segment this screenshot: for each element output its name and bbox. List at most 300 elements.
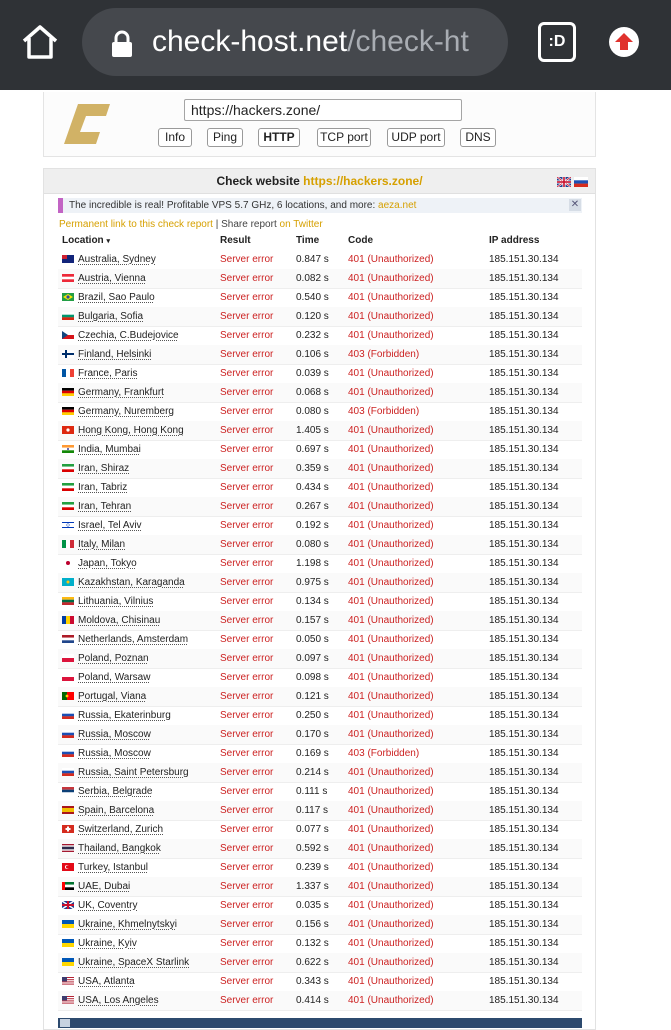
checked-website-link[interactable]: https://hackers.zone/: [303, 174, 423, 188]
row-location-link[interactable]: Russia, Ekaterinburg: [78, 710, 171, 721]
row-ip: 185.151.30.134: [489, 691, 559, 702]
table-row: [58, 497, 582, 517]
row-code: 401 (Unauthorized): [348, 425, 434, 436]
row-time: 0.106 s: [296, 349, 329, 360]
address-url: check-host.net/check-ht: [152, 25, 469, 58]
lock-icon: [110, 30, 134, 58]
row-result: Server error: [220, 273, 274, 284]
table-row: [58, 611, 582, 631]
row-location-link[interactable]: Ukraine, Kyiv: [78, 938, 137, 949]
row-location-link[interactable]: Russia, Moscow: [78, 729, 151, 740]
country-flag-icon: [62, 654, 74, 662]
table-row: [58, 877, 582, 897]
row-result: Server error: [220, 501, 274, 512]
row-ip: 185.151.30.134: [489, 615, 559, 626]
row-result: Server error: [220, 919, 274, 930]
row-time: 0.077 s: [296, 824, 329, 835]
country-flag-icon: [62, 996, 74, 1004]
row-time: 0.098 s: [296, 672, 329, 683]
country-flag-icon: [62, 673, 74, 681]
row-code: 401 (Unauthorized): [348, 862, 434, 873]
row-time: 0.592 s: [296, 843, 329, 854]
tab-http[interactable]: HTTP: [258, 128, 300, 147]
row-result: Server error: [220, 995, 274, 1006]
row-ip: 185.151.30.134: [489, 881, 559, 892]
country-flag-icon: [62, 350, 74, 358]
row-time: 0.697 s: [296, 444, 329, 455]
row-time: 0.120 s: [296, 311, 329, 322]
row-location-link[interactable]: Serbia, Belgrade: [78, 786, 153, 797]
site-header: [43, 92, 596, 157]
country-flag-icon: [62, 844, 74, 852]
row-code: 401 (Unauthorized): [348, 653, 434, 664]
row-result: Server error: [220, 862, 274, 873]
row-time: 0.192 s: [296, 520, 329, 531]
row-code: 401 (Unauthorized): [348, 824, 434, 835]
permanent-link[interactable]: Permanent link to this check report: [59, 219, 213, 230]
table-row: [58, 364, 582, 384]
row-ip: 185.151.30.134: [489, 482, 559, 493]
table-row: [58, 858, 582, 878]
row-time: 0.343 s: [296, 976, 329, 987]
row-result: Server error: [220, 729, 274, 740]
country-flag-icon: [62, 578, 74, 586]
update-arrow-icon[interactable]: [608, 26, 640, 58]
tab-info[interactable]: Info: [158, 128, 192, 147]
column-header-code: Code: [348, 235, 373, 246]
browser-toolbar: [0, 0, 671, 90]
row-time: 1.337 s: [296, 881, 329, 892]
table-row: [58, 839, 582, 859]
country-flag-icon: [62, 616, 74, 624]
row-ip: 185.151.30.134: [489, 919, 559, 930]
table-row: [58, 706, 582, 726]
row-code: 401 (Unauthorized): [348, 368, 434, 379]
row-code: 401 (Unauthorized): [348, 254, 434, 265]
row-time: 0.414 s: [296, 995, 329, 1006]
row-location-link[interactable]: Poland, Warsaw: [78, 672, 151, 683]
row-location-link[interactable]: Finland, Helsinki: [78, 349, 152, 360]
panel-header: [44, 169, 595, 194]
row-code: 401 (Unauthorized): [348, 786, 434, 797]
row-result: Server error: [220, 311, 274, 322]
row-location-link[interactable]: Austria, Vienna: [78, 273, 146, 284]
table-row: [58, 820, 582, 840]
row-location-link[interactable]: Bulgaria, Sofia: [78, 311, 144, 322]
country-flag-icon: [62, 521, 74, 529]
table-row: [58, 440, 582, 460]
row-location-link[interactable]: France, Paris: [78, 368, 138, 379]
row-result: Server error: [220, 805, 274, 816]
row-ip: 185.151.30.134: [489, 710, 559, 721]
table-row: [58, 459, 582, 479]
row-result: Server error: [220, 558, 274, 569]
row-result: Server error: [220, 425, 274, 436]
table-row: [58, 307, 582, 327]
row-result: Server error: [220, 957, 274, 968]
row-ip: 185.151.30.134: [489, 311, 559, 322]
row-result: Server error: [220, 634, 274, 645]
row-result: Server error: [220, 330, 274, 341]
row-result: Server error: [220, 596, 274, 607]
column-header-result: Result: [220, 235, 251, 246]
row-time: 0.267 s: [296, 501, 329, 512]
row-ip: 185.151.30.134: [489, 463, 559, 474]
row-time: 0.156 s: [296, 919, 329, 930]
row-ip: 185.151.30.134: [489, 596, 559, 607]
row-result: Server error: [220, 710, 274, 721]
ad-link[interactable]: aeza.net: [378, 200, 417, 211]
table-row: [58, 535, 582, 555]
row-ip: 185.151.30.134: [489, 406, 559, 417]
row-time: 0.540 s: [296, 292, 329, 303]
row-ip: 185.151.30.134: [489, 976, 559, 987]
row-result: Server error: [220, 577, 274, 588]
table-row: [58, 288, 582, 308]
country-flag-icon: [62, 977, 74, 985]
row-result: Server error: [220, 482, 274, 493]
table-row: [58, 896, 582, 916]
country-flag-icon: [62, 635, 74, 643]
row-time: 1.405 s: [296, 425, 329, 436]
row-code: 403 (Forbidden): [348, 406, 420, 417]
tab-tcp-port[interactable]: TCP port: [317, 128, 371, 147]
report-links: Permanent link to this check report | Share report on Twitter: [59, 219, 323, 230]
row-code: 401 (Unauthorized): [348, 881, 434, 892]
row-time: 0.111 s: [296, 786, 328, 797]
row-code: 401 (Unauthorized): [348, 520, 434, 531]
row-code: 401 (Unauthorized): [348, 672, 434, 683]
russian-flag-icon[interactable]: [574, 177, 588, 187]
row-result: Server error: [220, 767, 274, 778]
row-ip: 185.151.30.134: [489, 330, 559, 341]
row-result: Server error: [220, 976, 274, 987]
table-row: [58, 250, 582, 270]
row-result: Server error: [220, 539, 274, 550]
row-code: 401 (Unauthorized): [348, 463, 434, 474]
english-flag-icon[interactable]: [557, 177, 571, 187]
country-flag-icon: [62, 768, 74, 776]
row-code: 401 (Unauthorized): [348, 596, 434, 607]
row-code: 401 (Unauthorized): [348, 558, 434, 569]
share-twitter-link[interactable]: on Twitter: [279, 219, 323, 230]
table-row: [58, 630, 582, 650]
row-code: 401 (Unauthorized): [348, 577, 434, 588]
table-row: [58, 915, 582, 935]
row-time: 0.170 s: [296, 729, 329, 740]
table-row: [58, 345, 582, 365]
row-time: 0.847 s: [296, 254, 329, 265]
row-result: Server error: [220, 444, 274, 455]
country-flag-icon: [62, 920, 74, 928]
row-location-link[interactable]: India, Mumbai: [78, 444, 141, 455]
table-row: [58, 687, 582, 707]
country-flag-icon: [62, 559, 74, 567]
row-location-link[interactable]: Russia, Saint Petersburg: [78, 767, 189, 778]
row-result: Server error: [220, 881, 274, 892]
table-row: [58, 269, 582, 289]
row-location-link[interactable]: Turkey, Istanbul: [78, 862, 149, 873]
row-time: 0.080 s: [296, 539, 329, 550]
table-row: [58, 763, 582, 783]
row-ip: 185.151.30.134: [489, 729, 559, 740]
row-result: Server error: [220, 786, 274, 797]
country-flag-icon: [62, 730, 74, 738]
row-result: Server error: [220, 254, 274, 265]
column-header-ip: IP address: [489, 235, 540, 246]
row-time: 0.975 s: [296, 577, 329, 588]
row-result: Server error: [220, 691, 274, 702]
row-ip: 185.151.30.134: [489, 444, 559, 455]
row-result: Server error: [220, 387, 274, 398]
row-location-link[interactable]: Iran, Tehran: [78, 501, 132, 512]
table-row: [58, 782, 582, 802]
country-flag-icon: [62, 749, 74, 757]
row-ip: 185.151.30.134: [489, 653, 559, 664]
row-code: 401 (Unauthorized): [348, 976, 434, 987]
row-time: 0.250 s: [296, 710, 329, 721]
row-location-link[interactable]: Lithuania, Vilnius: [78, 596, 154, 607]
row-location-link[interactable]: Iran, Shiraz: [78, 463, 130, 474]
row-ip: 185.151.30.134: [489, 501, 559, 512]
row-ip: 185.151.30.134: [489, 805, 559, 816]
row-location-link[interactable]: UK, Coventry: [78, 900, 138, 911]
row-location-link[interactable]: Japan, Tokyo: [78, 558, 137, 569]
row-ip: 185.151.30.134: [489, 425, 559, 436]
row-time: 0.132 s: [296, 938, 329, 949]
row-code: 401 (Unauthorized): [348, 311, 434, 322]
row-code: 401 (Unauthorized): [348, 805, 434, 816]
ad-close-button[interactable]: ✕: [570, 199, 580, 210]
table-row: [58, 554, 582, 574]
country-flag-icon: [62, 692, 74, 700]
home-icon[interactable]: [18, 20, 62, 64]
address-bar[interactable]: [82, 8, 508, 76]
row-location-link[interactable]: UAE, Dubai: [78, 881, 131, 892]
table-row: [58, 383, 582, 403]
host-input[interactable]: https://hackers.zone/: [184, 99, 462, 121]
row-location-link[interactable]: Moldova, Chisinau: [78, 615, 161, 626]
row-ip: 185.151.30.134: [489, 767, 559, 778]
row-time: 0.169 s: [296, 748, 329, 759]
row-location-link[interactable]: Switzerland, Zurich: [78, 824, 164, 835]
country-flag-icon: [62, 312, 74, 320]
table-row: [58, 478, 582, 498]
country-flag-icon: [62, 825, 74, 833]
country-flag-icon: [62, 369, 74, 377]
row-result: Server error: [220, 292, 274, 303]
row-result: Server error: [220, 748, 274, 759]
row-location-link[interactable]: Portugal, Viana: [78, 691, 147, 702]
row-ip: 185.151.30.134: [489, 995, 559, 1006]
row-result: Server error: [220, 843, 274, 854]
row-time: 0.121 s: [296, 691, 329, 702]
check-host-logo-icon[interactable]: [64, 102, 110, 146]
row-time: 0.050 s: [296, 634, 329, 645]
row-location-link[interactable]: Brazil, Sao Paulo: [78, 292, 155, 303]
row-location-link[interactable]: Ukraine, Khmelnytskyi: [78, 919, 177, 930]
country-flag-icon: [62, 540, 74, 548]
country-flag-icon: [62, 787, 74, 795]
row-result: Server error: [220, 463, 274, 474]
row-location-link[interactable]: Thailand, Bangkok: [78, 843, 161, 854]
row-location-link[interactable]: Spain, Barcelona: [78, 805, 155, 816]
row-location-link[interactable]: Israel, Tel Aviv: [78, 520, 142, 531]
row-code: 401 (Unauthorized): [348, 938, 434, 949]
row-code: 401 (Unauthorized): [348, 843, 434, 854]
row-time: 0.434 s: [296, 482, 329, 493]
check-result-panel: [43, 168, 596, 1030]
row-time: 0.080 s: [296, 406, 329, 417]
row-time: 0.068 s: [296, 387, 329, 398]
row-code: 401 (Unauthorized): [348, 501, 434, 512]
row-location-link[interactable]: Russia, Moscow: [78, 748, 151, 759]
row-ip: 185.151.30.134: [489, 387, 559, 398]
row-location-link[interactable]: Poland, Poznan: [78, 653, 149, 664]
country-flag-icon: [62, 502, 74, 510]
map-strip: [58, 1018, 582, 1028]
row-code: 401 (Unauthorized): [348, 957, 434, 968]
row-code: 401 (Unauthorized): [348, 444, 434, 455]
row-result: Server error: [220, 672, 274, 683]
country-flag-icon: [62, 274, 74, 282]
tab-dns[interactable]: DNS: [460, 128, 496, 147]
row-time: 0.232 s: [296, 330, 329, 341]
row-ip: 185.151.30.134: [489, 349, 559, 360]
row-location-link[interactable]: Germany, Frankfurt: [78, 387, 164, 398]
table-row: [58, 801, 582, 821]
country-flag-icon: [62, 331, 74, 339]
row-result: Server error: [220, 349, 274, 360]
row-location-link[interactable]: Kazakhstan, Karaganda: [78, 577, 185, 588]
row-time: 0.359 s: [296, 463, 329, 474]
row-ip: 185.151.30.134: [489, 273, 559, 284]
table-row: [58, 725, 582, 745]
country-flag-icon: [62, 711, 74, 719]
country-flag-icon: [62, 901, 74, 909]
row-code: 401 (Unauthorized): [348, 691, 434, 702]
tab-switcher-button[interactable]: :D: [538, 22, 576, 62]
row-code: 401 (Unauthorized): [348, 273, 434, 284]
row-ip: 185.151.30.134: [489, 254, 559, 265]
row-result: Server error: [220, 653, 274, 664]
row-ip: 185.151.30.134: [489, 292, 559, 303]
row-code: 401 (Unauthorized): [348, 729, 434, 740]
row-code: 401 (Unauthorized): [348, 482, 434, 493]
row-result: Server error: [220, 520, 274, 531]
table-row: [58, 592, 582, 612]
row-code: 401 (Unauthorized): [348, 919, 434, 930]
row-time: 0.035 s: [296, 900, 329, 911]
row-result: Server error: [220, 406, 274, 417]
row-ip: 185.151.30.134: [489, 368, 559, 379]
row-time: 0.082 s: [296, 273, 329, 284]
table-row: [58, 421, 582, 441]
country-flag-icon: [62, 464, 74, 472]
row-time: 0.622 s: [296, 957, 329, 968]
row-code: 401 (Unauthorized): [348, 767, 434, 778]
row-location-link[interactable]: Germany, Nuremberg: [78, 406, 174, 417]
country-flag-icon: [62, 388, 74, 396]
row-time: 0.134 s: [296, 596, 329, 607]
row-location-link[interactable]: Iran, Tabriz: [78, 482, 128, 493]
row-ip: 185.151.30.134: [489, 786, 559, 797]
row-time: 0.117 s: [296, 805, 329, 816]
row-ip: 185.151.30.134: [489, 862, 559, 873]
row-time: 0.214 s: [296, 767, 329, 778]
country-flag-icon: [62, 806, 74, 814]
row-code: 403 (Forbidden): [348, 349, 420, 360]
country-flag-icon: [62, 407, 74, 415]
table-row: [58, 934, 582, 954]
country-flag-icon: [62, 293, 74, 301]
column-header-location[interactable]: Location ▾: [62, 235, 110, 246]
row-code: 403 (Forbidden): [348, 748, 420, 759]
row-code: 401 (Unauthorized): [348, 387, 434, 398]
table-row: [58, 326, 582, 346]
row-ip: 185.151.30.134: [489, 577, 559, 588]
row-location-link[interactable]: Italy, Milan: [78, 539, 126, 550]
country-flag-icon: [62, 863, 74, 871]
tab-ping[interactable]: Ping: [207, 128, 243, 147]
row-time: 0.239 s: [296, 862, 329, 873]
row-time: 1.198 s: [296, 558, 329, 569]
row-ip: 185.151.30.134: [489, 634, 559, 645]
table-row: [58, 402, 582, 422]
row-ip: 185.151.30.134: [489, 843, 559, 854]
country-flag-icon: [62, 255, 74, 263]
row-ip: 185.151.30.134: [489, 938, 559, 949]
row-location-link[interactable]: Hong Kong, Hong Kong: [78, 425, 184, 436]
row-result: Server error: [220, 824, 274, 835]
row-time: 0.039 s: [296, 368, 329, 379]
country-flag-icon: [62, 483, 74, 491]
table-row: [58, 991, 582, 1011]
column-header-time: Time: [296, 235, 320, 246]
row-location-link[interactable]: Ukraine, SpaceX Starlink: [78, 957, 190, 968]
row-code: 401 (Unauthorized): [348, 995, 434, 1006]
country-flag-icon: [62, 597, 74, 605]
ad-banner[interactable]: The incredible is real! Profitable VPS 5.7 GHz, 6 locations, and more: aeza.net: [58, 198, 582, 213]
row-code: 401 (Unauthorized): [348, 539, 434, 550]
row-location-link[interactable]: Netherlands, Amsterdam: [78, 634, 189, 645]
row-code: 401 (Unauthorized): [348, 615, 434, 626]
table-row: [58, 668, 582, 688]
table-row: [58, 953, 582, 973]
table-row: [58, 649, 582, 669]
row-location-link[interactable]: Czechia, C.Budejovice: [78, 330, 179, 341]
country-flag-icon: [62, 958, 74, 966]
table-row: [58, 972, 582, 992]
row-location-link[interactable]: USA, Los Angeles: [78, 995, 159, 1006]
tab-udp-port[interactable]: UDP port: [387, 128, 445, 147]
row-result: Server error: [220, 900, 274, 911]
row-ip: 185.151.30.134: [489, 900, 559, 911]
row-code: 401 (Unauthorized): [348, 330, 434, 341]
country-flag-icon: [62, 939, 74, 947]
map-toggle-icon[interactable]: [60, 1019, 70, 1027]
table-row: [58, 573, 582, 593]
row-result: Server error: [220, 615, 274, 626]
country-flag-icon: [62, 882, 74, 890]
row-result: Server error: [220, 368, 274, 379]
row-ip: 185.151.30.134: [489, 672, 559, 683]
table-row: [58, 516, 582, 536]
row-ip: 185.151.30.134: [489, 539, 559, 550]
row-location-link[interactable]: Australia, Sydney: [78, 254, 156, 265]
share-report-label: Share report: [221, 219, 277, 230]
row-location-link[interactable]: USA, Atlanta: [78, 976, 135, 987]
